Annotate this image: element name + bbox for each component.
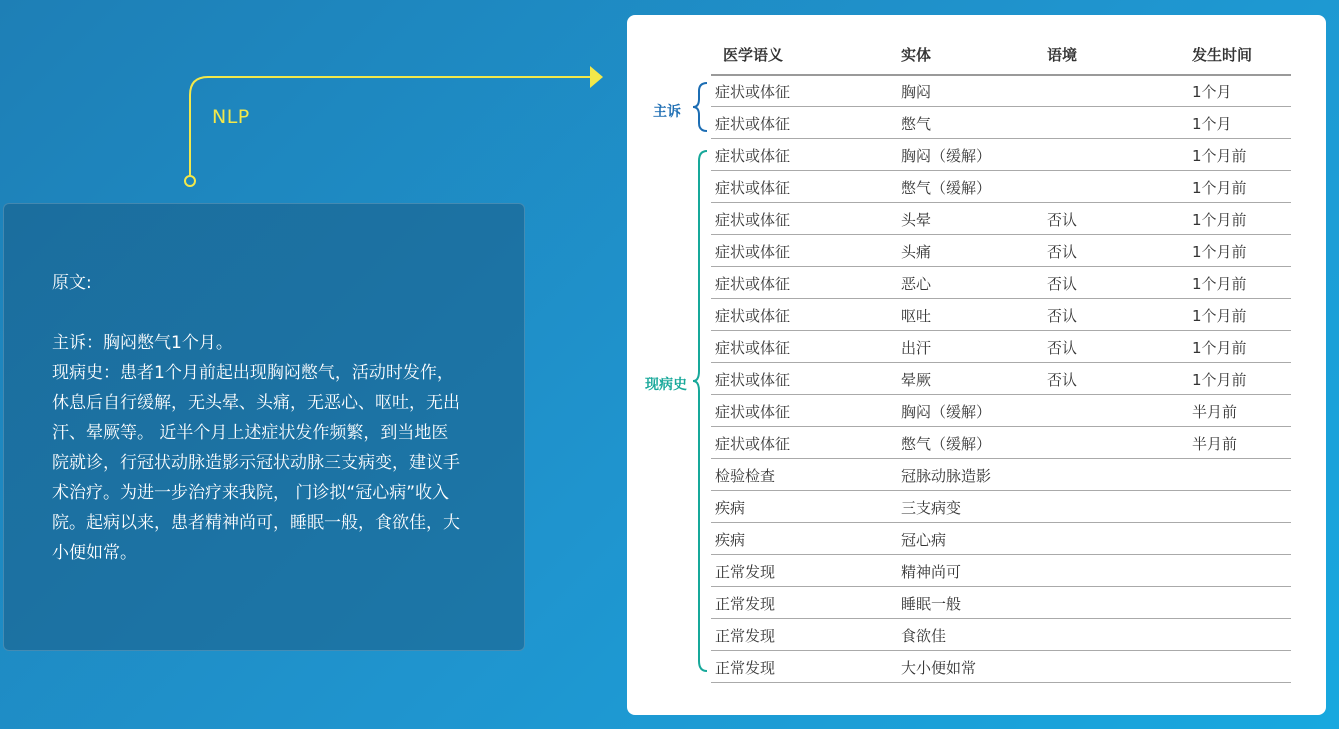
table-row xyxy=(711,363,1291,395)
entity-cell: 头晕 xyxy=(901,211,932,229)
time-cell: 1个月 xyxy=(1192,83,1232,101)
table-row xyxy=(711,427,1291,459)
entity-cell: 食欲佳 xyxy=(901,627,947,645)
table-row xyxy=(711,395,1291,427)
entity-cell: 精神尚可 xyxy=(901,563,962,581)
semantic-cell: 症状或体征 xyxy=(715,115,791,133)
entity-cell: 胸闷 xyxy=(901,83,932,101)
table-body xyxy=(711,75,1291,683)
time-cell: 1个月前 xyxy=(1192,243,1247,261)
table-header xyxy=(711,39,1291,76)
time-cell: 半月前 xyxy=(1192,403,1238,421)
semantic-cell: 检验检查 xyxy=(715,467,776,485)
group-label-chief-complaint: 主诉 xyxy=(653,104,681,120)
entity-cell: 憋气（缓解） xyxy=(901,179,992,197)
time-cell: 1个月前 xyxy=(1192,275,1247,293)
table-row xyxy=(711,299,1291,331)
semantic-cell: 症状或体征 xyxy=(715,403,791,421)
semantic-cell: 疾病 xyxy=(715,531,746,549)
table-row xyxy=(711,555,1291,587)
entity-cell: 冠脉动脉造影 xyxy=(901,467,992,485)
entity-cell: 呕吐 xyxy=(901,307,932,325)
semantic-cell: 疾病 xyxy=(715,499,746,517)
time-cell: 1个月 xyxy=(1192,115,1232,133)
entity-cell: 冠心病 xyxy=(901,531,947,549)
source-body-text: 主诉：胸闷憋气1个月。 现病史：患者1个月前起出现胸闷憋气，活动时发作，休息后自行缓解，无头晕、头痛，无恶心、呕吐，无出汗、晕厥等。 近半个月上述症状发作频繁，到当地医院就诊，行冠状动脉造影示冠状动脉三支病变，建议手术治疗。为进一步治疗来我院， 门诊拟“冠心病”收入院。起病以来，患者精神尚可，睡眠一般，食欲佳，大小便如常。 xyxy=(52,333,460,563)
semantic-cell: 正常发现 xyxy=(715,659,776,677)
table-row xyxy=(711,139,1291,171)
semantic-cell: 症状或体征 xyxy=(715,435,791,453)
table-row xyxy=(711,523,1291,555)
entity-cell: 憋气 xyxy=(901,115,932,133)
group-label-present-illness: 现病史 xyxy=(645,377,687,393)
entity-cell: 睡眠一般 xyxy=(901,595,962,613)
entity-cell: 出汗 xyxy=(901,339,932,357)
context-cell: 否认 xyxy=(1047,371,1078,389)
nlp-label: NLP xyxy=(212,106,250,128)
time-cell: 半月前 xyxy=(1192,435,1238,453)
table-row xyxy=(711,75,1291,107)
entity-cell: 恶心 xyxy=(901,275,932,293)
semantic-cell: 正常发现 xyxy=(715,563,776,581)
table-row xyxy=(711,619,1291,651)
source-heading: 原文: xyxy=(52,273,92,293)
context-cell: 否认 xyxy=(1047,339,1078,357)
context-cell: 否认 xyxy=(1047,243,1078,261)
table-row xyxy=(711,587,1291,619)
table-row xyxy=(711,267,1291,299)
table-row xyxy=(711,171,1291,203)
semantic-cell: 症状或体征 xyxy=(715,275,791,293)
nlp-result-card xyxy=(627,15,1326,715)
time-cell: 1个月前 xyxy=(1192,179,1247,197)
table-row xyxy=(711,651,1291,683)
entity-cell: 晕厥 xyxy=(901,371,932,389)
semantic-cell: 症状或体征 xyxy=(715,179,791,197)
context-cell: 否认 xyxy=(1047,211,1078,229)
semantic-cell: 正常发现 xyxy=(715,627,776,645)
semantic-cell: 症状或体征 xyxy=(715,243,791,261)
context-cell: 否认 xyxy=(1047,275,1078,293)
semantic-cell: 症状或体征 xyxy=(715,147,791,165)
table-row xyxy=(711,331,1291,363)
source-text-panel xyxy=(3,203,525,651)
time-cell: 1个月前 xyxy=(1192,211,1247,229)
semantic-cell: 症状或体征 xyxy=(715,211,791,229)
time-cell: 1个月前 xyxy=(1192,307,1247,325)
semantic-cell: 症状或体征 xyxy=(715,307,791,325)
semantic-cell: 症状或体征 xyxy=(715,83,791,101)
time-cell: 1个月前 xyxy=(1192,147,1247,165)
context-cell: 否认 xyxy=(1047,307,1078,325)
semantic-cell: 正常发现 xyxy=(715,595,776,613)
entity-cell: 胸闷（缓解） xyxy=(901,147,992,165)
entity-cell: 三支病变 xyxy=(901,499,962,517)
entity-cell: 头痛 xyxy=(901,243,932,261)
header-context: 语境 xyxy=(1047,46,1078,64)
entity-cell: 大小便如常 xyxy=(901,659,977,677)
table-row xyxy=(711,459,1291,491)
header-entity: 实体 xyxy=(901,46,932,64)
entity-cell: 胸闷（缓解） xyxy=(901,403,992,421)
nlp-connector-arrow xyxy=(0,0,620,200)
semantic-cell: 症状或体征 xyxy=(715,339,791,357)
table-row xyxy=(711,491,1291,523)
table-row xyxy=(711,235,1291,267)
time-cell: 1个月前 xyxy=(1192,371,1247,389)
time-cell: 1个月前 xyxy=(1192,339,1247,357)
table-row xyxy=(711,203,1291,235)
semantic-cell: 症状或体征 xyxy=(715,371,791,389)
header-semantic: 医学语义 xyxy=(723,46,784,64)
header-time: 发生时间 xyxy=(1192,46,1253,64)
entity-cell: 憋气（缓解） xyxy=(901,435,992,453)
table-row xyxy=(711,107,1291,139)
